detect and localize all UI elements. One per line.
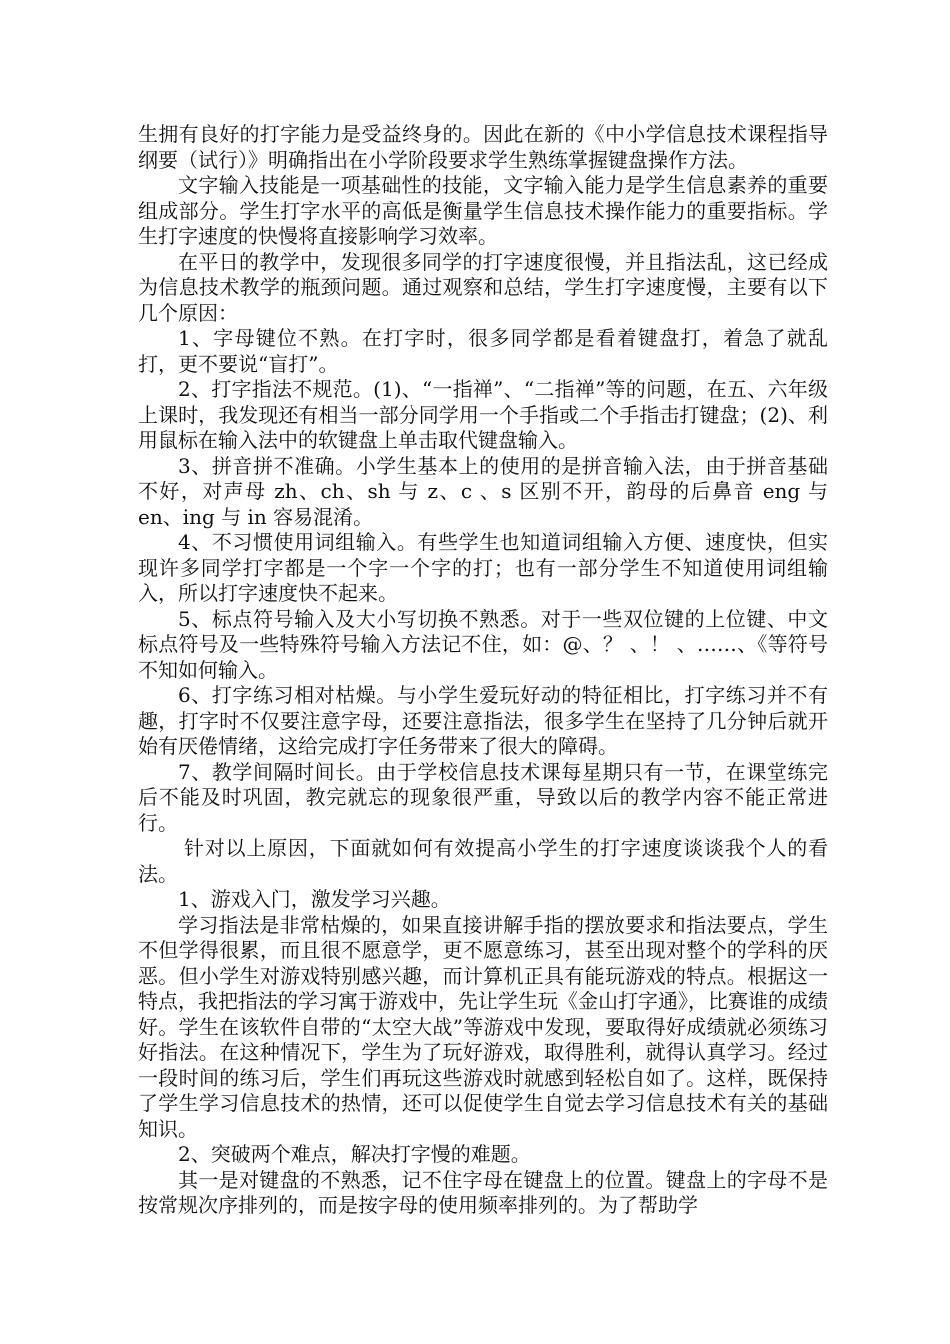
paragraph-reason-4: 4、不习惯使用词组输入。有些学生也知道词组输入方便、速度快，但实现许多同学打字都是一个字一个字的打；也有一部分学生不知道使用词组输入，所以打字速度快不起来。 xyxy=(138,530,828,605)
heading-solution-1: 1、游戏入门，激发学习兴趣。 xyxy=(178,887,451,911)
paragraph-reason-7: 7、教学间隔时间长。由于学校信息技术课每星期只有一节，在课堂练完后不能及时巩固，教完就忘的现象很严重，导致以后的教学内容不能正常进行。 xyxy=(138,759,828,835)
paragraph-reason-1: 1、字母键位不熟。在打字时，很多同学都是看着键盘打，着急了就乱打，更不要说“盲打”。 xyxy=(138,326,828,376)
paragraph-reason-5: 5、标点符号输入及大小写切换不熟悉。对于一些双位键的上位键、中文标点符号及一些特殊符号输入方法记不住，如：@、？ 、！ 、……、《等符号不知如何输入。 xyxy=(138,606,828,682)
paragraph-problem-intro: 在平日的教学中，发现很多同学的打字速度很慢，并且指法乱，这已经成为信息技术教学的瓶颈问题。通过观察和总结，学生打字速度慢，主要有以下几个原因： xyxy=(138,249,828,325)
paragraph-reason-2: 2、打字指法不规范。(1)、“一指禅”、“二指禅”等的问题，在五、六年级上课时，我发现还有相当一部分同学用一个手指或二个手指击打键盘；(2)、利用鼠标在输入法中的软键盘上单击取代键盘输入。 xyxy=(138,377,828,452)
heading-solution-2: 2、突破两个难点，解决打字慢的难题。 xyxy=(178,1142,531,1166)
paragraph-solution-1-body: 学习指法是非常枯燥的，如果直接讲解手指的摆放要求和指法要点，学生不但学得很累，而且很不愿意学，更不愿意练习，甚至出现对整个的学科的厌恶。但小学生对游戏特别感兴趣，而计算机正具有能玩游戏的特点。根据这一特点，我把指法的学习寓于游戏中，先让学生玩《金山打字通》，比赛谁的成绩好。学生在该软件自带的“太空大战”等游戏中发现，要取得好成绩就必须练习好指法。在这种情况下，学生为了玩好游戏，取得胜利，就得认真学习。经过一段时间的练习后，学生们再玩这些游戏时就感到轻松自如了。这样，既保持了学生学习信息技术的热情，还可以促使学生自觉去学习信息技术有关的基础知识。 xyxy=(138,912,828,1141)
paragraph-reason-6: 6、打字练习相对枯燥。与小学生爱玩好动的特征相比，打字练习并不有趣，打字时不仅要注意字母，还要注意指法，很多学生在坚持了几分钟后就开始有厌倦情绪，这给完成打字任务带来了很大的障碍。 xyxy=(138,683,828,758)
paragraph-continuation: 生拥有良好的打字能力是受益终身的。因此在新的《中小学信息技术课程指导纲要（试行）》明确指出在小学阶段要求学生熟练掌握键盘操作方法。 xyxy=(138,122,828,172)
document-body xyxy=(138,122,828,1219)
paragraph-solution-2-body: 其一是对键盘的不熟悉，记不住字母在键盘上的位置。键盘上的字母不是按常规次序排列的，而是按字母的使用频率排列的。为了帮助学 xyxy=(138,1167,828,1217)
paragraph-solutions-intro: 针对以上原因，下面就如何有效提高小学生的打字速度谈谈我个人的看法。 xyxy=(138,836,828,886)
paragraph-reason-3: 3、拼音拼不准确。小学生基本上的使用的是拼音输入法，由于拼音基础不好，对声母 zh、ch、sh 与 z、c 、s 区别不开，韵母的后鼻音 eng 与 en、ing 与 in 容易混淆。 xyxy=(138,453,828,529)
paragraph-text-input-skill: 文字输入技能是一项基础性的技能，文字输入能力是学生信息素养的重要组成部分。学生打字水平的高低是衡量学生信息技术操作能力的重要指标。学生打字速度的快慢将直接影响学习效率。 xyxy=(138,173,828,248)
